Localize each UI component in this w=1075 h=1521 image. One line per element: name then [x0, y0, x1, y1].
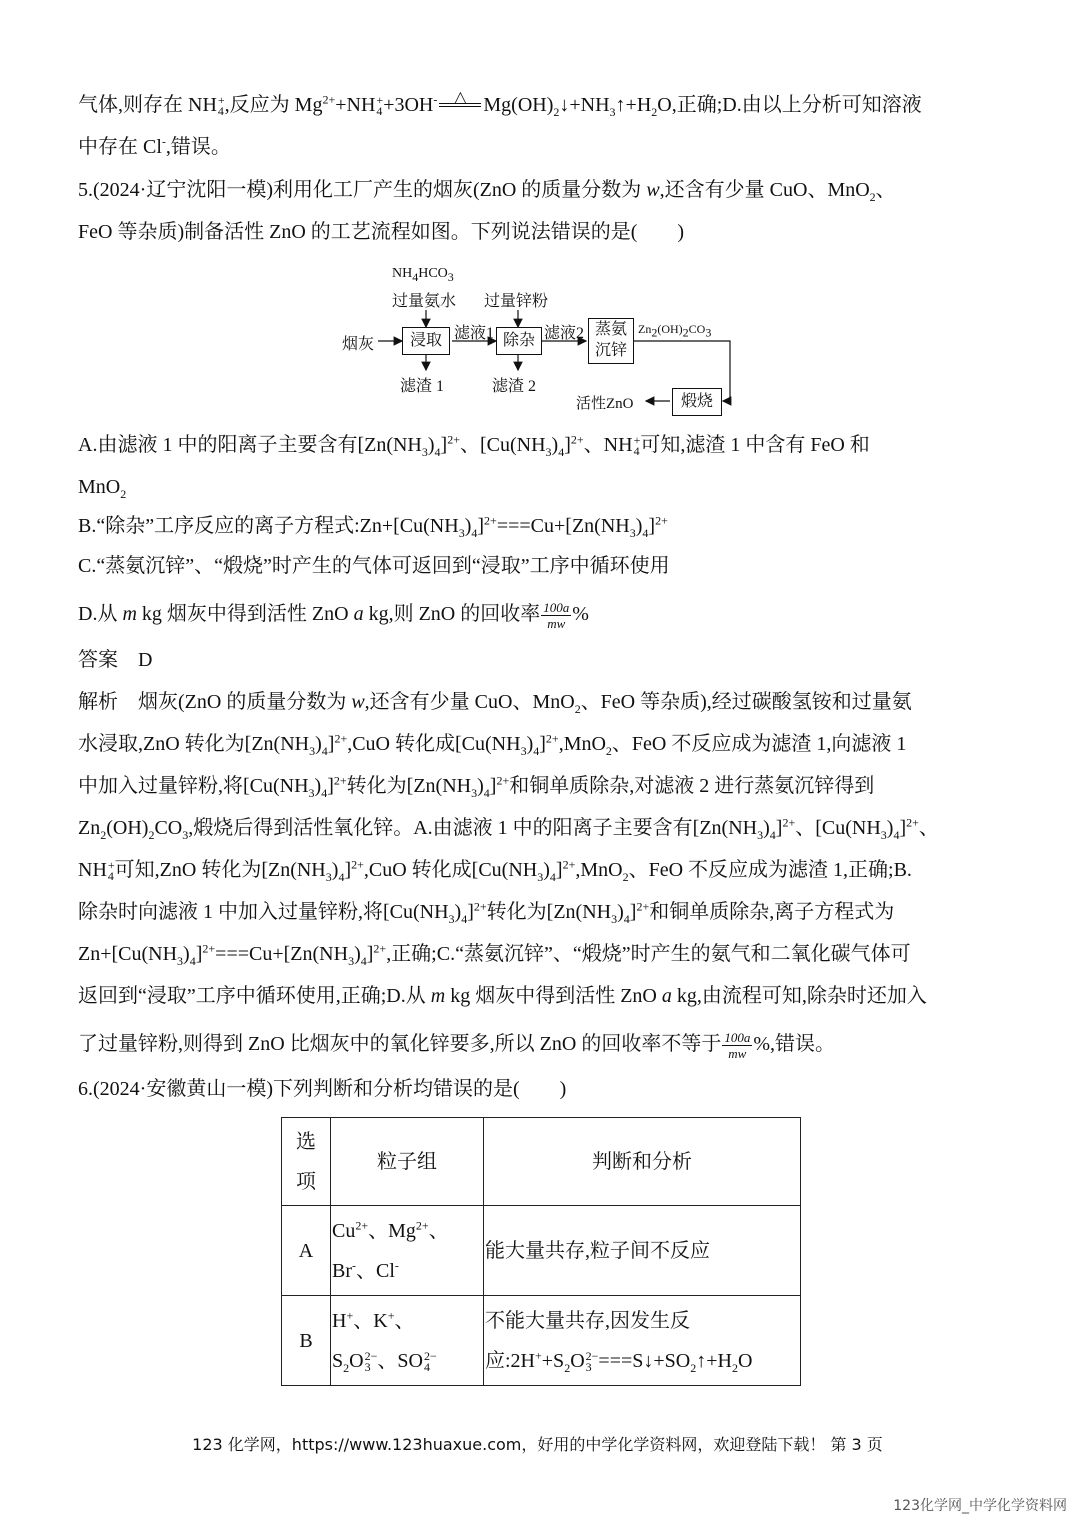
reagent-zinc: 过量锌粉: [484, 293, 549, 310]
input-ash: 烟灰: [342, 336, 375, 353]
analysis-line: 中加入过量锌粉,将$[Cu(NH_3)_4]^{2+}$转化为$[Zn(NH_3)_4]^{2+}$和铜单质除杂,对滤液 2 进行蒸氨沉锌得到: [78, 773, 875, 800]
option-c: C.“蒸氨沉锌”、“煅烧”时产生的气体可返回到“浸取”工序中循环使用: [78, 555, 670, 577]
header-judgement: 判断和分析: [484, 1118, 801, 1206]
reagent-ammonia: 过量氨水: [392, 293, 457, 310]
text-line: 气体,则存在 NH + 4 ,反应为 $Mg^{2+}+NH$ + 4 +3OH- △ $Mg(OH)_2↓+NH_3↑+H_2O$,正确;D.由以上分析可知溶液: [78, 89, 922, 119]
product-basic-zinc-carbonate: $Zn_2(OH)_2CO_3$: [638, 322, 712, 340]
analysis-line: 返回到“浸取”工序中循环使用,正确;D.从 m kg 烟灰中得到活性 ZnO a kg,由流程可知,除杂时还加入: [78, 985, 927, 1007]
label-filtrate1: 滤液1: [454, 325, 495, 342]
analysis-line: $Zn+[Cu(NH_3)_4]^{2+}===Cu+[Zn(NH_3)_4]^{2+}$,正确;C.“蒸氨沉锌”、“煅烧”时产生的氨气和二氧化碳气体可: [78, 941, 911, 968]
question-5-cont: FeO 等杂质)制备活性 ZnO 的工艺流程如图。下列说法错误的是( ): [78, 221, 685, 243]
reagent-nh4hco3: $NH_4HCO_3$: [392, 266, 454, 284]
step-calcine: 煅烧: [672, 388, 722, 416]
label-filtrate2: 滤液2: [544, 325, 585, 342]
table-row: A $Cu^{2+}$、$Mg^{2+}$、 Br-、Cl- 能大量共存,粒子间不反应: [282, 1206, 801, 1296]
process-flow-diagram: [330, 260, 750, 420]
analysis-line: 解析 烟灰(ZnO 的质量分数为 w,还含有少量 CuO、MnO$_2$、FeO 等杂质),经过碳酸氢铵和过量氨: [78, 691, 912, 716]
analysis-line: $Zn_2(OH)_2CO_3$,煅烧后得到活性氧化锌。A.由滤液 1 中的阳离子主要含有$[Zn(NH_3)_4]^{2+}$、$[Cu(NH_3)_4]^{2+}$、: [78, 815, 939, 842]
option-b: B.“除杂”工序反应的离子方程式$:Zn+[Cu(NH_3)_4]^{2+}===Cu+[Zn(NH_3)_4]^{2+}$: [78, 513, 668, 540]
fraction: $\frac{100a}{mw}$: [724, 1030, 751, 1061]
step-precipitate: 蒸氨 沉锌: [588, 318, 634, 364]
option-d: D.从 m kg 烟灰中得到活性 ZnO a kg,则 ZnO 的回收率 $\frac{100a}{mw}$ %: [78, 600, 589, 631]
watermark: 123化学网_中学化学资料网: [893, 1498, 1067, 1514]
label-residue1: 滤渣 1: [400, 378, 445, 395]
analysis-line: 除杂时向滤液 1 中加入过量锌粉,将$[Cu(NH_3)_4]^{2+}$转化为$[Zn(NH_3)_4]^{2+}$和铜单质除杂,离子方程式为: [78, 899, 895, 926]
step-leach: 浸取: [402, 327, 450, 355]
options-table: [281, 1117, 801, 1386]
fraction: $\frac{100a}{mw}$: [543, 600, 570, 631]
label-residue2: 滤渣 2: [492, 378, 537, 395]
output-active-zno: 活性ZnO: [576, 396, 634, 412]
question-6: 6.(2024·安徽黄山一模)下列判断和分析均错误的是( ): [78, 1078, 567, 1100]
text-line: 中存在 Cl-,错误。: [78, 134, 231, 158]
analysis-line: NH + 4 可知,ZnO 转化为$[Zn(NH_3)_4]^{2+},CuO$ 转化成$[Cu(NH_3)_4]^{2+},MnO_2$、FeO 不反应成为滤渣 1,正确;B.: [78, 857, 912, 884]
answer: 答案 D: [78, 649, 153, 671]
header-option: 选 项: [282, 1118, 331, 1206]
header-particles: 粒子组: [331, 1118, 484, 1206]
option-a-cont: MnO$_2$: [78, 476, 127, 501]
table-row: B H+、K+、 $S_2O$ 2− 3 、SO 2− 4 不能大量共存,因发生反 应$:2H^++S_2O$ 2− 3 $===S↓+SO_2↑+H_2O$: [282, 1296, 801, 1386]
question-5: 5.(2024·辽宁沈阳一模)利用化工厂产生的烟灰(ZnO 的质量分数为 w,还含有少量 CuO、MnO$_2$、: [78, 179, 896, 204]
page-footer: 123 化学网，https://www.123huaxue.com，好用的中学化学资料网，欢迎登陆下载！ 第 3 页: [192, 1435, 883, 1454]
option-a: A.由滤液 1 中的阳离子主要含有$[Zn(NH_3)_4]^{2+}$、$[Cu(NH_3)_4]^{2+}$、NH + 4 可知,滤渣 1 中含有 FeO 和: [78, 432, 870, 459]
analysis-line: 水浸取,ZnO 转化为$[Zn(NH_3)_4]^{2+},CuO$ 转化成$[Cu(NH_3)_4]^{2+},MnO_2$、FeO 不反应成为滤渣 1,向滤液 1: [78, 731, 907, 758]
analysis-line: 了过量锌粉,则得到 ZnO 比烟灰中的氧化锌要多,所以 ZnO 的回收率不等于 $\frac{100a}{mw}$ %,错误。: [78, 1030, 835, 1061]
step-purify: 除杂: [496, 327, 542, 355]
